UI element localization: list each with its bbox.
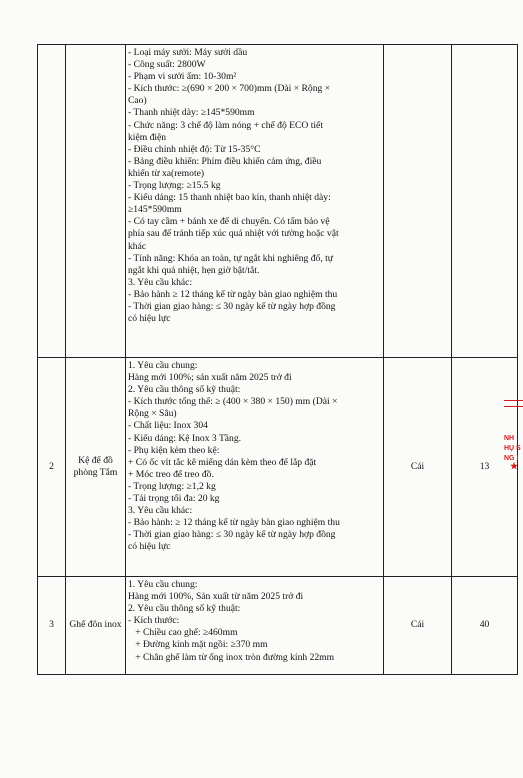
spec-line: kiệm điện [128, 131, 167, 143]
specification-table [37, 44, 518, 675]
spec-line: - Có tay cầm + bánh xe để di chuyển. Có tấm bảo vệ [128, 216, 330, 228]
spec-line: Cao) [128, 95, 147, 107]
spec-line: + Chân ghế làm từ ống inox tròn đường kính 22mm [128, 651, 335, 663]
item-specification [126, 358, 384, 577]
spec-line: - Kích thước: ≥(690 × 200 × 700)mm (Dài × Rộng × [128, 83, 331, 95]
spec-line: - Kích thước: [128, 615, 180, 627]
spec-line: - Tính năng: Khóa an toàn, tự ngắt khi nghiêng đổ, tự [128, 252, 333, 264]
unit-cell: Cái [384, 577, 452, 675]
item-specification [126, 45, 384, 358]
table-row [38, 577, 518, 675]
unit-cell [384, 45, 452, 358]
row-number: 2 [38, 358, 66, 577]
spec-line: - Thời gian giao hàng: ≤ 30 ngày kể từ ngày hợp đồng [128, 529, 336, 541]
item-name [66, 45, 126, 358]
spec-line: 3. Yêu cầu khác: [128, 276, 193, 288]
seal-edge-mark [504, 400, 523, 401]
row-number: 3 [38, 577, 66, 675]
spec-line: - Phạm vi sưởi ấm: 10-30m² [128, 71, 237, 83]
table-row [38, 45, 518, 358]
table-row [38, 358, 518, 577]
seal-text: HỤ S [504, 445, 521, 452]
seal-text: NG I [504, 455, 519, 462]
spec-line: - Bảng điều khiển: Phím điều khiển cảm ứng, điều [128, 155, 322, 167]
spec-line: - Loại máy sưởi: Máy sưởi dầu [128, 47, 248, 58]
official-seal-fragment [500, 400, 523, 480]
spec-line: khiển từ xa(remote) [128, 167, 205, 179]
spec-line: - Thời gian giao hàng: ≤ 30 ngày kể từ ngày hợp đồng [128, 300, 336, 312]
spec-line: phía sau để tránh tiếp xúc quá nhiệt với tường hoặc vật [128, 228, 339, 240]
spec-line: - Chất liệu: Inox 304 [128, 420, 208, 432]
quantity-cell [452, 45, 518, 358]
spec-line: 2. Yêu cầu thông số kỹ thuật: [128, 603, 241, 615]
spec-line: ≥145*590mm [128, 204, 182, 216]
seal-edge-mark [504, 406, 523, 407]
spec-line: - Kiểu dáng: 15 thanh nhiệt bao kín, thanh nhiệt dày: [128, 192, 331, 204]
spec-line: - Điều chỉnh nhiệt độ: Từ 15-35°C [128, 143, 261, 155]
spec-line: khác [128, 240, 147, 252]
spec-line: Rộng × Sâu) [128, 408, 177, 420]
spec-line: có hiệu lực [128, 313, 171, 325]
item-name: Kệ để đồ phòng Tắm [66, 358, 126, 577]
spec-line: 2. Yêu cầu thông số kỹ thuật: [128, 384, 241, 396]
spec-line: - Trọng lượng: ≥1,2 kg [128, 480, 216, 492]
spec-line: ngắt khi quá nhiệt, hẹn giờ bật/tắt. [128, 264, 260, 276]
item-specification [126, 577, 384, 675]
unit-cell: Cái [384, 358, 452, 577]
quantity-cell: 40 [452, 577, 518, 675]
spec-line: - Thanh nhiệt dày: ≥145*590mm [128, 107, 255, 119]
spec-line: + Đường kính mặt ngồi: ≥370 mm [128, 639, 268, 651]
quantity-cell: 13 [452, 358, 518, 577]
spec-line: Hàng mới 100%; sản xuất năm 2025 trở đi [128, 372, 292, 384]
spec-line: - Kiểu dáng: Kệ Inox 3 Tầng. [128, 432, 242, 444]
item-name: Ghế đôn inox [66, 577, 126, 675]
spec-line: - Chức năng: 3 chế độ làm nóng + chế độ ECO tiết [128, 119, 323, 131]
seal-text: NH [504, 435, 515, 442]
spec-line: 3. Yêu cầu khác: [128, 505, 193, 517]
spec-line: - Công suất: 2800W [128, 59, 206, 71]
spec-line: - Bảo hành ≥ 12 tháng kể từ ngày bàn giao nghiệm thu [128, 288, 338, 300]
spec-line: + Chiều cao ghế: ≥460mm [128, 627, 238, 639]
seal-star-icon: ★ [510, 461, 519, 471]
spec-line: có hiệu lực [128, 541, 171, 553]
spec-line: - Trọng lượng: ≥15.5 kg [128, 180, 221, 192]
row-number [38, 45, 66, 358]
spec-line: 1. Yêu cầu chung: [128, 360, 198, 371]
spec-line: 1. Yêu cầu chung: [128, 579, 198, 590]
spec-line: + Có ốc vít tắc kê miếng dán kèm theo để lắp đặt [128, 456, 317, 468]
spec-line: + Móc treo để treo đồ. [128, 468, 214, 480]
spec-line: - Bảo hành: ≥ 12 tháng kể từ ngày bàn giao nghiệm thu [128, 517, 340, 529]
spec-line: - Kích thước tổng thể: ≥ (400 × 380 × 150) mm (Dài × [128, 396, 338, 408]
spec-line: - Phụ kiện kèm theo kệ: [128, 444, 220, 456]
spec-line: - Tải trọng tối đa: 20 kg [128, 493, 220, 505]
spec-line: Hàng mới 100%, Sản xuất từ năm 2025 trở đi [128, 591, 304, 603]
